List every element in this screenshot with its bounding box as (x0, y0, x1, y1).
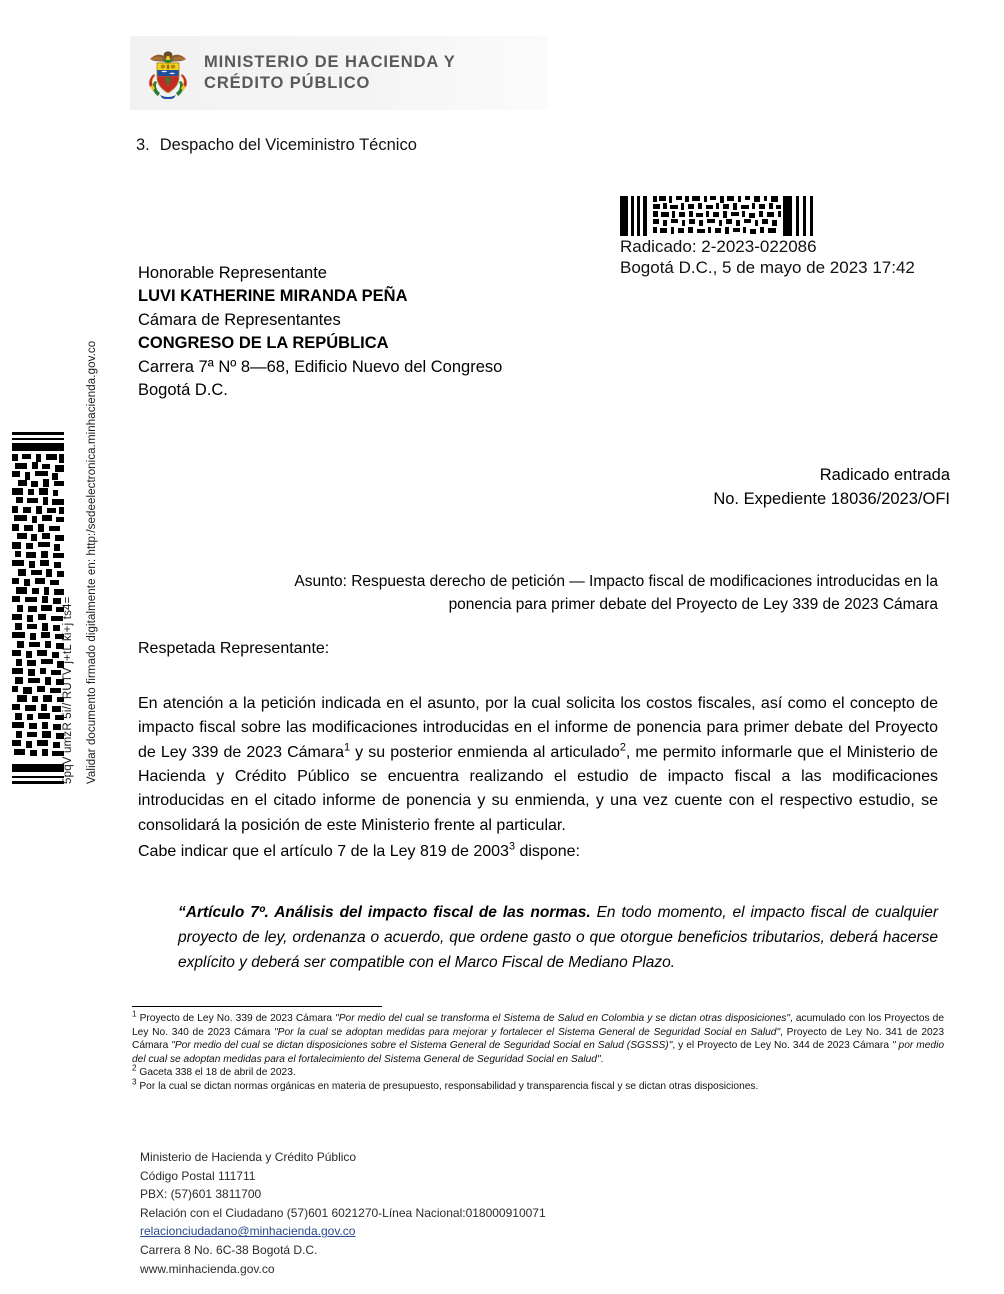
entry-stamp-block (440, 464, 950, 512)
radicado-place-date: Bogotá D.C., 5 de mayo de 2023 17:42 (620, 258, 915, 278)
subject-block (228, 570, 938, 617)
footnote-1: $^1$ Proyecto de Ley No. 339 de 2023 Cámara "Por medio del cual se transforma el Sistema de Salud en Colombia y se dictan otras disposiciones", acumulado con los Proyectos de Ley No. 340 de 2023 Cámara "Por la cual se adoptan medidas para mejorar y fortalecer el Sistema General de Seguridad Social en Salud", Proyecto de Ley No. 341 de 2023 Cámara "Por medio del cual se dictan disposiciones sobre el Sistema General de Seguridad Social en Salud (SGSSS)", y el Proyecto de Ley No. 344 de 2023 Cámara " por medio del cual se adoptan medidas para el fortalecimiento del Sistema General de Seguridad Social en Salud". (132, 1009, 945, 1065)
body-paragraph-2-part-a: Cabe indicar que el artículo 7 de la Ley 819 de 2003 (138, 843, 509, 860)
footer-citizen-line: Relación con el Ciudadano (57)601 6021270-Línea Nacional:018000910071 (140, 1205, 546, 1220)
quoted-article-block (178, 900, 938, 975)
footnote-ref-2: 2 (619, 741, 626, 754)
footer-address: Carrera 8 No. 6C-38 Bogotá D.C. (140, 1242, 318, 1257)
subject-line-2: ponencia para primer debate del Proyecto de Ley 339 de 2023 Cámara (448, 596, 938, 614)
linear-barcode-icon (620, 196, 842, 236)
ministry-header-band (130, 36, 548, 110)
ministry-title-line-2: CRÉDITO PÚBLICO (204, 74, 371, 92)
footnote-ref-1: 1 (344, 741, 351, 754)
entry-stamp-expediente: No. Expediente 18036/2023/OFI (713, 489, 950, 508)
ministry-title (204, 52, 456, 94)
footnote-3: $^3$ Por la cual se dictan normas orgánicas en materia de presupuesto, responsabilidad y transparencia fiscal y se dictan otras disposiciones. (132, 1077, 759, 1092)
body-paragraph-1-part-a: En atención a la petición indicada en el asunto, por la cual solicita los costos fiscales, así como el concepto de impacto fiscal sobre las modificaciones introducidas en el informe de ponencia para primer debate del Proyecto de Ley 339 de 2023 Cámara (138, 695, 938, 761)
body-paragraph-1 (138, 692, 938, 838)
addressee-address: Carrera 7ª Nº 8—68, Edificio Nuevo del Congreso (138, 357, 503, 376)
department-line (136, 136, 417, 155)
radicado-stamp (620, 196, 950, 279)
footer-pbx: PBX: (57)601 3811700 (140, 1187, 262, 1202)
footnote-marker-3: 3 (132, 1077, 137, 1087)
pdf417-barcode-icon (12, 432, 64, 784)
document-hash-code: 5pqV umzR 5i// RUTV j+tL ki+j ts4= (62, 596, 74, 784)
digital-signature-validation-text: Validar documento firmado digitalmente en: http:/sedeelectronica.minhacienda.gov.co (86, 340, 98, 784)
footnote-separator (132, 1006, 382, 1007)
addressee-entity: CONGRESO DE LA REPÚBLICA (138, 334, 389, 353)
footnote-2: $^2$ Gaceta 338 el 18 de abril de 2023. (132, 1063, 296, 1079)
addressee-city: Bogotá D.C. (138, 381, 228, 400)
addressee-chamber: Cámara de Representantes (138, 310, 341, 329)
quoted-article-text: En todo momento, el impacto fiscal de cualquier proyecto de ley, ordenanza o acuerdo, que ordene gasto o que otorgue beneficios tributarios, deberá hacerse explícito y deberá ser compatible con el Marco Fiscal de Mediano Plazo. (178, 904, 938, 972)
entry-stamp-label: Radicado entrada (819, 466, 950, 484)
left-margin-strip (0, 0, 120, 1294)
subject-line-1: Asunto: Respuesta derecho de petición — Impacto fiscal de modificaciones introducidas en la (294, 573, 938, 590)
addressee-title: Honorable Representante (138, 264, 327, 282)
footer-website: www.minhacienda.gov.co (140, 1261, 275, 1276)
salutation: Respetada Representante: (138, 640, 330, 657)
department-number: 3. (136, 136, 150, 154)
radicado-number: Radicado: 2-2023-022086 (620, 237, 817, 256)
footer-block (140, 1148, 546, 1278)
quoted-article-heading: “Artículo 7º. Análisis del impacto fiscal de las normas. (178, 904, 591, 921)
footer-ministry: Ministerio de Hacienda y Crédito Público (140, 1150, 357, 1164)
footer-email-link[interactable]: relacionciudadano@minhacienda.gov.co (140, 1224, 356, 1239)
addressee-block (138, 262, 502, 403)
footnote-ref-3: 3 (508, 840, 515, 853)
colombia-coat-of-arms-icon (146, 47, 190, 99)
footnotes-block (132, 1009, 945, 1093)
department-label: Despacho del Viceministro Técnico (159, 136, 417, 154)
footnote-marker-1: 1 (132, 1009, 137, 1019)
body-paragraph-1-part-c: , me permito informarle que el Ministerio de Hacienda y Crédito Público se encuentra realizando el estudio de impacto fiscal a las modificaciones introducidas en el citado informe de ponencia y su enmienda, y una vez cuente con el respectivo estudio, se consolidará la posición de este Ministerio frente al particular. (138, 743, 939, 834)
body-paragraph-1-part-b: y su posterior enmienda al articulado (350, 743, 620, 761)
body-paragraph-2 (138, 840, 938, 864)
addressee-name: LUVI KATHERINE MIRANDA PEÑA (138, 287, 408, 306)
body-paragraph-2-part-b: dispone: (515, 843, 580, 860)
ministry-title-line-1: MINISTERIO DE HACIENDA Y (204, 52, 456, 71)
footnote-marker-2: 2 (132, 1063, 137, 1073)
footer-postal-code: Código Postal 111711 (140, 1168, 256, 1183)
